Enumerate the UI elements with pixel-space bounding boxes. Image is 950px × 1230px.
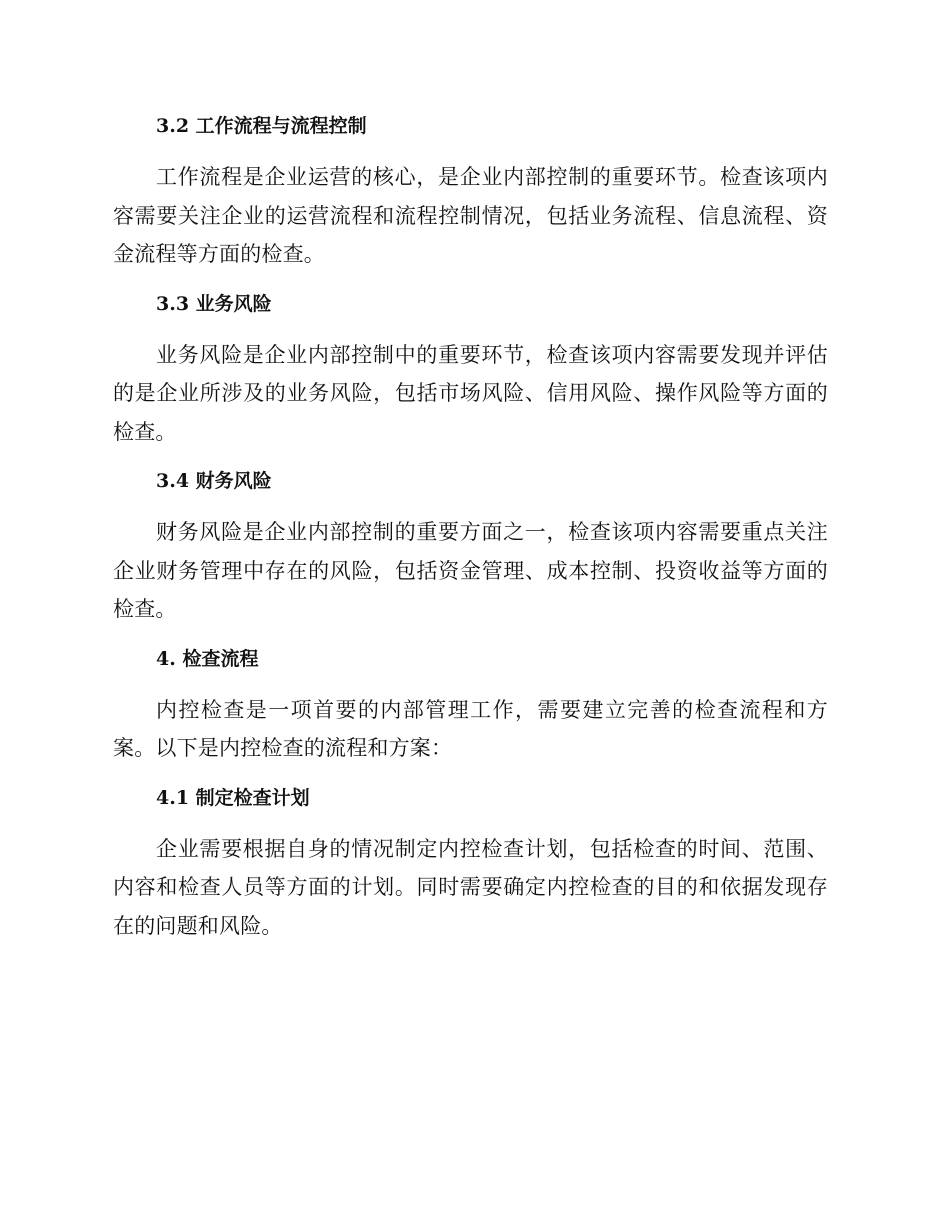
section-heading-4: 4. 检查流程 xyxy=(156,647,259,670)
section-heading-4-1: 4.1 制定检查计划 xyxy=(156,786,310,809)
section-paragraph-3-4: 财务风险是企业内部控制的重要方面之一，检查该项内容需要重点关注企业财务管理中存在的风险，包括资金管理、成本控制、投资收益等方面的检查。 xyxy=(113,520,828,621)
section-heading-3-2: 3.2 工作流程与流程控制 xyxy=(156,115,367,137)
section-paragraph-4-1: 企业需要根据自身的情况制定内控检查计划，包括检查的时间、范围、内容和检查人员等方面的计划。同时需要确定内控检查的目的和依据发现存在的问题和风险。 xyxy=(113,836,828,938)
section-heading-3-3: 3.3 业务风险 xyxy=(156,292,272,315)
section-heading-3-4: 3.4 财务风险 xyxy=(156,470,272,492)
section-paragraph-3-3: 业务风险是企业内部控制中的重要环节，检查该项内容需要发现并评估的是企业所涉及的业务风险，包括市场风险、信用风险、操作风险等方面的检查。 xyxy=(113,342,828,444)
section-paragraph-4: 内控检查是一项首要的内部管理工作，需要建立完善的检查流程和方案。以下是内控检查的流程和方案： xyxy=(113,697,828,760)
section-paragraph-3-2: 工作流程是企业运营的核心，是企业内部控制的重要环节。检查该项内容需要关注企业的运营流程和流程控制情况，包括业务流程、信息流程、资金流程等方面的检查。 xyxy=(113,165,828,266)
